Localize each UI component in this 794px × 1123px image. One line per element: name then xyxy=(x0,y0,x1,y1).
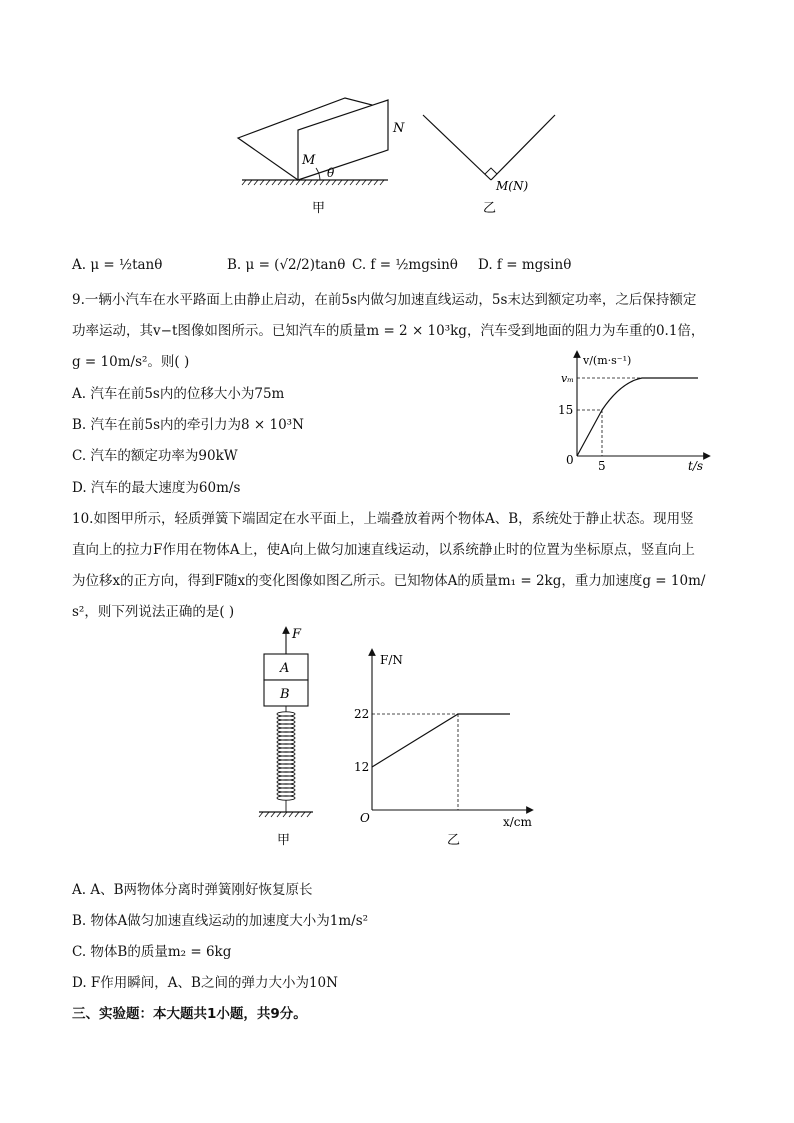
vt-tick-5: 5 xyxy=(598,459,606,473)
fx-graph xyxy=(350,640,550,850)
fx-tick-22: 22 xyxy=(354,707,370,721)
caption-yi: 乙 xyxy=(483,201,497,216)
q10-option-c: C. 物体B的质量m₂ = 6kg xyxy=(72,944,232,960)
right-angle-mark xyxy=(485,168,497,174)
label-MN: M(N) xyxy=(496,179,529,193)
label-N: N xyxy=(393,121,405,136)
q9-option-c: C. 汽车的额定功率为90kW xyxy=(72,448,238,464)
caption-jia: 甲 xyxy=(312,201,326,216)
section-3-heading: 三、实验题：本大题共1小题，共9分。 xyxy=(72,1006,307,1022)
spring-blocks-figure xyxy=(245,622,335,852)
caption-jia-q10: 甲 xyxy=(277,833,291,848)
q8-option-c: C. f = ½mgsinθ xyxy=(352,257,458,273)
vt-x-label: t/s xyxy=(688,459,704,473)
spring xyxy=(277,706,295,812)
vt-vm-label: vₘ xyxy=(561,372,574,385)
vt-curve xyxy=(577,378,698,456)
q10-option-a: A. A、B两物体分离时弹簧刚好恢复原长 xyxy=(72,882,313,898)
vt-origin: 0 xyxy=(566,453,574,467)
q8-option-b: B. μ = (√2/2)tanθ xyxy=(227,257,346,273)
v-left-arm xyxy=(423,115,491,180)
fx-y-label: F/N xyxy=(380,653,403,667)
fx-x-label: x/cm xyxy=(503,815,532,829)
vt-tick-15: 15 xyxy=(558,403,574,417)
label-F: F xyxy=(292,627,302,642)
fx-line xyxy=(372,714,510,767)
q9-option-d: D. 汽车的最大速度为60m/s xyxy=(72,480,241,496)
q8-option-a: A. μ = ½tanθ xyxy=(72,257,163,273)
q9-line-1: 9.一辆小汽车在水平路面上由静止启动，在前5s内做匀加速直线运动，5s末达到额定功率，之后保持额定 xyxy=(72,292,697,308)
q9-option-a: A. 汽车在前5s内的位移大小为75m xyxy=(72,386,285,402)
label-theta: θ xyxy=(327,166,335,180)
q8-option-d: D. f = mgsinθ xyxy=(478,257,572,273)
q10-line-4: s²，则下列说法正确的是( ) xyxy=(72,604,235,620)
q9-line-2: 功率运动，其v−t图像如图所示。已知汽车的质量m = 2 × 10³kg，汽车受到地面的阻力为车重的0.1倍， xyxy=(72,323,705,339)
fx-tick-12: 12 xyxy=(354,760,370,774)
q10-line-1: 10.如图甲所示，轻质弹簧下端固定在水平面上，上端叠放着两个物体A、B，系统处于静止状态。现用竖 xyxy=(72,511,694,527)
label-B: B xyxy=(280,687,290,702)
label-M: M xyxy=(302,153,316,168)
vt-y-label: v/(m·s⁻¹) xyxy=(583,354,632,367)
q10-option-d: D. F作用瞬间，A、B之间的弹力大小为10N xyxy=(72,975,338,991)
caption-yi-q10: 乙 xyxy=(447,833,461,848)
q9-option-b: B. 汽车在前5s内的牵引力为8 × 10³N xyxy=(72,417,304,433)
incline-figure xyxy=(230,90,570,220)
q9-line-3: g = 10m/s²。则( ) xyxy=(72,354,190,370)
v-right-arm xyxy=(491,115,555,180)
vt-graph xyxy=(555,348,715,476)
q10-line-2: 直向上的拉力F作用在物体A上，使A向上做匀加速直线运动，以系统静止时的位置为坐标原点，竖直向上 xyxy=(72,542,695,558)
label-A: A xyxy=(280,661,290,676)
q10-line-3: 为位移x的正方向，得到F随x的变化图像如图乙所示。已知物体A的质量m₁ = 2kg，重力加速度g = 10m/ xyxy=(72,573,706,589)
fx-origin: O xyxy=(360,811,370,825)
q10-option-b: B. 物体A做匀加速直线运动的加速度大小为1m/s² xyxy=(72,913,369,929)
